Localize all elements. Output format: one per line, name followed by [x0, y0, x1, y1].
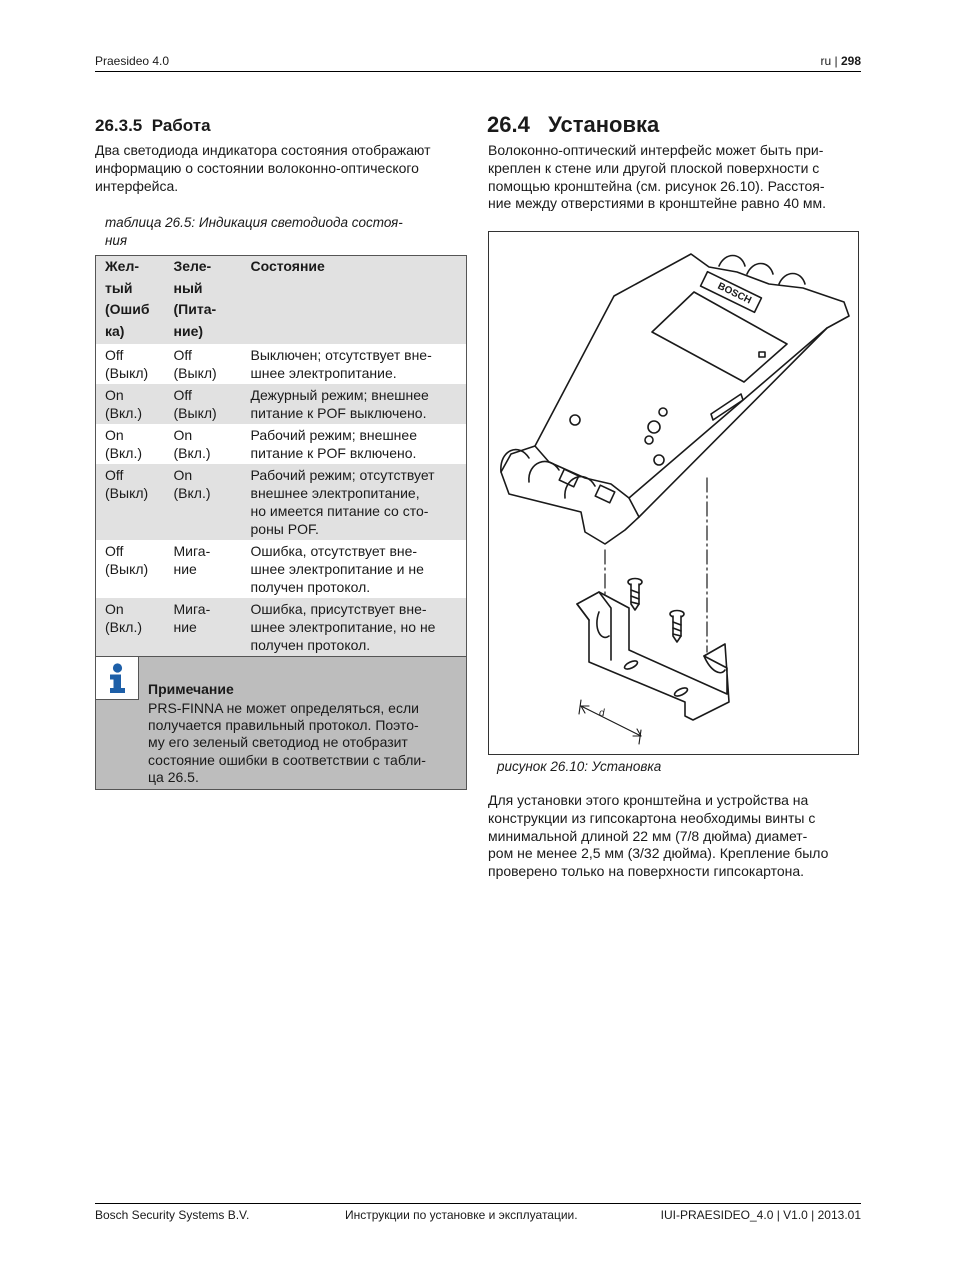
- cell-yellow: On (Вкл.): [105, 427, 143, 461]
- text-line: ние между отверстиями в кронштейне равно 40 мм.: [488, 195, 827, 212]
- cell-green: On (Вкл.): [173, 427, 211, 461]
- footer-rule: [95, 1203, 861, 1204]
- cell-yellow: Off (Выкл): [105, 347, 149, 381]
- text-line: Для установки этого кронштейна и устройства на: [488, 792, 809, 808]
- note-line: получается правильный протокол. Поэто-: [148, 717, 419, 734]
- text-line: интерфейса.: [95, 177, 179, 194]
- table-caption: [105, 212, 403, 251]
- cell-state: Ошибка, присутствует вне- шнее электропитание, но не получен протокол.: [250, 601, 436, 653]
- header-lang: ru: [820, 54, 832, 68]
- table-row: [96, 598, 467, 657]
- header-yellow: Жел- тый (Ошиб ка): [105, 258, 150, 339]
- svg-text:d: d: [599, 708, 605, 719]
- text-line: креплен к стене или другой плоской поверхности с: [488, 159, 820, 176]
- cell-yellow: On (Вкл.): [105, 387, 143, 421]
- note-icon-box: [96, 657, 139, 700]
- footer-doc-id: IUI-PRAESIDEO_4.0 | V1.0 | 2013.01: [660, 1208, 861, 1222]
- dimension-marker: [579, 700, 641, 744]
- note-line: ца 26.5.: [148, 768, 199, 785]
- screw-icon: [628, 579, 642, 611]
- screw-requirements-paragraph: [488, 792, 863, 881]
- cell-green: On (Вкл.): [173, 467, 211, 501]
- table-row: [96, 464, 467, 540]
- note-title: Примечание: [148, 681, 234, 697]
- text-line: ром не менее 2,5 мм (3/32 дюйма). Крепление было: [488, 845, 829, 862]
- table-row: [96, 384, 467, 424]
- mounting-bracket: [577, 592, 729, 720]
- text-line: конструкции из гипсокартона необходимы винты с: [488, 809, 816, 826]
- section-heading-work: [95, 116, 211, 136]
- cell-yellow: Off (Выкл): [105, 543, 149, 577]
- table-row: [96, 540, 467, 598]
- text-line: Волоконно-оптический интерфейс может быть при-: [488, 142, 824, 158]
- cell-green: Мига- ние: [173, 543, 211, 577]
- cell-state: Ошибка, отсутствует вне- шнее электропитание и не получен протокол.: [250, 543, 424, 595]
- header-rule: [95, 71, 861, 72]
- header-green: Зеле- ный (Пита- ние): [173, 258, 217, 339]
- header-page: 298: [840, 54, 861, 68]
- note-box: [95, 656, 467, 790]
- text-line: Два светодиода индикатора состояния отображают: [95, 142, 431, 158]
- section-number: 26.4: [487, 112, 530, 137]
- caption-line: ния: [105, 233, 128, 248]
- cell-green: Off (Выкл): [173, 347, 217, 381]
- svg-text:BOSCH: BOSCH: [715, 280, 753, 307]
- cell-state: Выключен; отсутствует вне- шнее электропитание.: [250, 347, 432, 381]
- header-separator: |: [834, 54, 838, 68]
- header-state: Состояние: [250, 258, 325, 274]
- caption-line: таблица 26.5: Индикация светодиода состоя-: [105, 215, 403, 230]
- installation-figure: [488, 231, 859, 755]
- figure-caption: рисунок 26.10: Установка: [497, 759, 662, 774]
- bracket-mounting-illustration: [489, 232, 858, 754]
- section-title: Работа: [151, 116, 211, 135]
- text-line: проверено только на поверхности гипсокартона.: [488, 863, 805, 880]
- cell-green: Off (Выкл): [173, 387, 217, 421]
- info-icon: [96, 657, 138, 699]
- section-title: Установка: [548, 112, 660, 137]
- table-row: [96, 344, 467, 384]
- footer-company: Bosch Security Systems B.V.: [95, 1208, 250, 1222]
- section-heading-installation: [487, 112, 659, 138]
- led-status-table: [95, 255, 467, 657]
- cell-state: Рабочий режим; отсутствует внешнее электропитание, но имеется питание со сто- роны POF.: [250, 467, 435, 537]
- table-header-row: [96, 256, 467, 345]
- note-line: состояние ошибки в соответствии с табли-: [148, 751, 426, 768]
- note-text: [148, 700, 460, 786]
- note-line: PRS-FINNA не может определяться, если: [148, 700, 419, 716]
- header-page-number: [820, 54, 861, 68]
- footer-doc-type: Инструкции по установке и эксплуатации.: [345, 1208, 578, 1222]
- cell-state: Рабочий режим; внешнее питание к POF включено.: [250, 427, 417, 461]
- cell-yellow: On (Вкл.): [105, 601, 143, 635]
- table-row: [96, 424, 467, 464]
- screw-icon: [670, 611, 684, 643]
- section-number: 26.3.5: [95, 116, 143, 135]
- header-doc-title: Praesideo 4.0: [95, 54, 170, 68]
- cell-state: Дежурный режим; внешнее питание к POF выключено.: [250, 387, 429, 421]
- text-line: минимальной длиной 22 мм (7/8 дюйма) диамет-: [488, 827, 808, 844]
- device-body: [501, 254, 849, 544]
- intro-paragraph: [95, 142, 470, 195]
- installation-paragraph: [488, 142, 863, 213]
- note-line: му его зеленый светодиод не отобразит: [148, 734, 408, 751]
- cell-yellow: Off (Выкл): [105, 467, 149, 501]
- cell-green: Мига- ние: [173, 601, 211, 635]
- text-line: помощью кронштейна (см. рисунок 26.10). Расстоя-: [488, 177, 825, 194]
- text-line: информацию о состоянии волоконно-оптического: [95, 159, 419, 176]
